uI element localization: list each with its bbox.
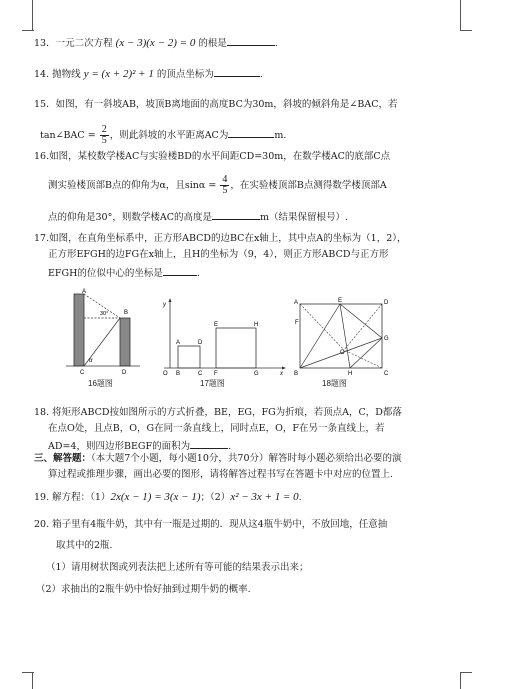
fig17-label-b: B — [176, 371, 181, 377]
figure-17 — [160, 296, 290, 378]
fig17-label-c: C — [198, 371, 203, 377]
question-text: 抛物线 — [52, 69, 81, 80]
punctuation: . — [228, 441, 232, 452]
answer-blank — [163, 265, 197, 276]
section-3-instructions-line2: 算过程或推理步骤，画出必要的图形，请将解答过程书写在答题卡中对应的位置上. — [48, 469, 394, 480]
crop-mark — [22, 30, 34, 31]
fig17-label-d: D — [198, 340, 203, 346]
fig17-label-o: O — [163, 371, 168, 377]
fig17-label-h: H — [254, 322, 259, 328]
denominator: 5 — [101, 135, 107, 146]
fig18-label-a: A — [294, 300, 299, 306]
fraction — [100, 125, 109, 146]
question-text: 点的仰角是30°，则数学楼AC的高度是 — [48, 212, 212, 223]
fig17-label-a: A — [176, 340, 181, 346]
section-instructions: （本大题7个小题，每小题10分，共70分）解答时每小题必须给出必要的演 — [91, 453, 402, 464]
unit: m. — [274, 130, 287, 141]
fig16-label-c: C — [80, 370, 85, 376]
section-title: 三、解答题： — [34, 453, 92, 464]
question-text: 的根是 — [198, 38, 227, 49]
question-text: 解方程：（1） — [52, 492, 111, 503]
question-16-line1: 16.如图，某校数学楼AC与实验楼BD的水平间距CD=30m，在数学楼AC的底部C点 — [34, 151, 391, 162]
crop-mark — [460, 0, 461, 30]
question-16-line2 — [48, 172, 387, 200]
question-20-sub2: （2）求抽出的2瓶牛奶中恰好抽到过期牛奶的概率. — [36, 584, 251, 595]
answer-blank — [228, 127, 274, 138]
crop-mark — [22, 672, 34, 673]
fig18-label-b: B — [294, 371, 299, 377]
figure-16-caption: 16题图 — [88, 379, 113, 388]
figure-18 — [292, 296, 402, 378]
question-text: m（结果保留根号）. — [259, 212, 348, 223]
punctuation: . — [196, 268, 200, 279]
question-20-line2: 取其中的2瓶. — [56, 540, 113, 551]
question-16-line3 — [48, 209, 348, 224]
crop-mark — [460, 672, 461, 689]
question-13 — [34, 35, 278, 50]
question-text: 的顶点坐标为 — [156, 69, 214, 80]
question-19 — [34, 491, 302, 504]
fig16-label-b: B — [124, 310, 129, 316]
question-17-line3 — [48, 265, 200, 280]
equation: x² − 3x + 1 = 0 — [230, 491, 299, 503]
question-text: AD=4，则四边形BEGF的面积为 — [48, 441, 191, 452]
fig18-label-e: E — [338, 298, 343, 304]
question-number: 19. — [34, 492, 50, 503]
fig18-label-c: C — [384, 371, 389, 377]
question-number: 14. — [34, 69, 53, 80]
equation: y = (x + 2)² + 1 — [83, 68, 154, 80]
question-17-line2: 正方形EFGH的边FG在x轴上，且H的坐标为（9，4），则正方形ABCD与正方形 — [48, 249, 389, 260]
fig18-label-o: O — [340, 350, 345, 356]
equation: (x − 3)(x − 2) = 0 — [115, 37, 196, 49]
fig17-label-y: y — [163, 302, 166, 308]
answer-blank — [227, 35, 275, 46]
punctuation: . — [274, 38, 278, 49]
answer-blank — [190, 438, 228, 449]
numerator: 2 — [101, 124, 107, 135]
punctuation: . — [259, 69, 263, 80]
equation: 2x(x − 1) = 3(x − 1) — [110, 491, 201, 503]
fig17-label-e: E — [214, 322, 219, 328]
fig17-label-g: G — [254, 371, 259, 377]
fig18-label-d: D — [384, 300, 389, 306]
question-number: 13． — [34, 38, 56, 49]
fig16-angle-alpha: α — [89, 358, 93, 364]
tan-expression: tan∠BAC = — [40, 130, 96, 141]
fig18-label-h: H — [348, 371, 353, 377]
answer-blank — [212, 209, 260, 220]
question-text: ；（2） — [200, 492, 231, 503]
crop-mark — [460, 30, 472, 31]
question-14 — [34, 66, 263, 81]
question-15-line2 — [40, 122, 286, 150]
question-18-line2: 在点O处，且点B，O，G在同一条直线上，同时点E，O，F在另一条直线上，若 — [48, 423, 385, 434]
question-15-line1: 15．如图，有一斜坡AB，坡顶B离地面的高度BC为30m，斜坡的倾斜角是∠BAC，若 — [34, 99, 398, 110]
fig18-label-f: F — [295, 320, 299, 326]
section-3-header — [34, 452, 402, 465]
question-20-line1: 20. 箱子里有4瓶牛奶，其中有一瓶是过期的．现从这4瓶牛奶中，不放回地，任意抽 — [34, 519, 388, 530]
crop-mark — [460, 672, 472, 673]
fig17-label-f: F — [214, 371, 218, 377]
fraction — [220, 175, 229, 196]
question-text: ，则此斜坡的水平距离AC为 — [109, 130, 229, 141]
crop-mark — [32, 672, 33, 689]
question-18-line3 — [48, 438, 231, 453]
crop-mark — [32, 0, 33, 30]
denominator: 5 — [222, 185, 228, 196]
figure-18-caption: 18题图 — [322, 379, 347, 388]
figure-16 — [60, 284, 150, 376]
question-18-line1: 18. 将矩形ABCD按如图所示的方式折叠，BE，EG，FG为折痕，若顶点A，C，D都落 — [34, 407, 402, 418]
fig18-label-g: G — [384, 336, 389, 342]
fig17-label-x: x — [280, 371, 283, 377]
question-text: 一元二次方程 — [55, 38, 113, 49]
question-text: EFGH的位似中心的坐标是 — [48, 268, 163, 279]
punctuation: . — [298, 492, 302, 503]
fig16-label-a: A — [82, 289, 87, 295]
fig16-label-d: D — [122, 370, 127, 376]
figure-17-caption: 17题图 — [200, 379, 225, 388]
answer-blank — [214, 66, 260, 77]
numerator: 4 — [222, 174, 228, 185]
question-17-line1: 17.如图，在直角坐标系中，正方形ABCD的边BC在x轴上，其中点A的坐标为（1，2）， — [34, 233, 407, 244]
question-text: 测实验楼顶部B点的仰角为α，且sinα = — [48, 180, 217, 191]
fig16-angle-30: 30° — [100, 311, 109, 317]
question-text: ，在实验楼顶部B点测得数学楼顶部A — [230, 180, 387, 191]
question-20-sub1: （1）请用树状图或列表法把上述所有等可能的结果表示出来； — [46, 562, 309, 573]
